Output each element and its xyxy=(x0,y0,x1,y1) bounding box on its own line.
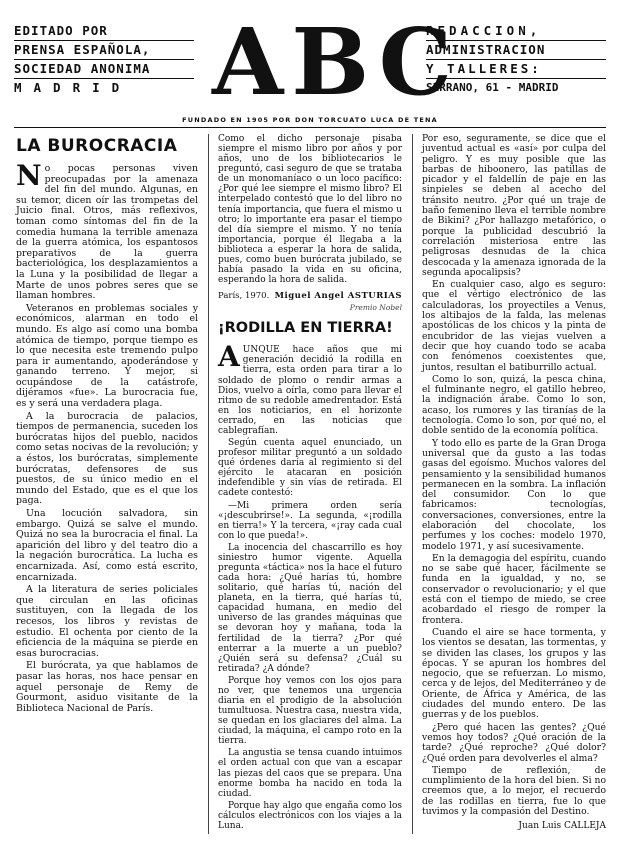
article-paragraph: Veteranos en problemas sociales y económicos, alarman en todo el mundo. Es algo así como una bomba atómica de tiempo, porque tiempo es lo que necesita este tremendo pulpo para ir aumentando, apoderándose y ganando terreno. Y mejor, si ocupándose de la catástrofe, dijéramos «fue». La burocracia fue, es y será una verdadera plaga. xyxy=(16,302,198,410)
article-paragraph: Tiempo de reflexión, de cumplimiento de la hora del bien. Si no creemos que, a lo mejor, el recuerdo de las rodillas en tierra, fue lo que tuvimos y la compasión del Destino. xyxy=(422,764,606,817)
article-paragraph: La angustia se tensa cuando intuimos el orden actual con que van a escapar las piezas del caos que se prepara. Una enorme bomba ha nacido en toda la ciudad. xyxy=(218,748,402,799)
masthead-right-line: Y TALLERES: xyxy=(426,60,606,79)
masthead-address-block xyxy=(426,22,606,97)
author-signature: Miguel Angel ASTURIAS xyxy=(274,291,402,302)
author-signature: Juan Luis CALLEJA xyxy=(518,821,606,832)
article-paragraph: A la literatura de series policiales que circulan en las oficinas sustituyen, con la llegada de los recesos, los libros y revistas de estudio. El ochenta por ciento de la eficiencia de la máquina se pierde en esas burocracias. xyxy=(16,584,198,659)
article-paragraph: El burócrata, ya que hablamos de pasar las horas, nos hace pensar en aquel personaje de Remy de Gourmont, asiduo visitante de la Biblioteca Nacional de París. xyxy=(16,660,198,714)
drop-cap: N xyxy=(16,159,42,192)
article-paragraph: Cuando el aire se hace tormenta, y los vientos se desatan, las tormentas, y se dividen las clases, los grupos y las épocas. Y se apuran los hombres del negocio, que se refuerzan. Lo mismo, cerca y de lejos, del Mediterráneo y de Oriente, de África y América, de las ciudades del mundo entero. De las guerras y de los pueblos. xyxy=(422,626,606,721)
masthead-right-line: ADMINISTRACION xyxy=(426,41,606,60)
masthead xyxy=(14,8,606,116)
article-paragraph: Porque hoy vemos con los ojos para no ver, que tenemos una urgencia diaria en el prodigio de la absolución tumultuosa. Nuestra casa, nuestra vida, se quedan en los glaciares del alma. La ciudad, la máquina, el campo roto en la tierra. xyxy=(218,675,402,747)
header-rule xyxy=(14,127,606,128)
paragraph-text: UNQUE hace años que mi generación decidió la rodilla en tierra, esta orden para tirar a lo soldado de plomo o rendir armas a Dios, vuelvo a oírla, como para llevar el ritmo de su redoble amedrentador. Está en los noticiarios, en el horizonte cerrado, en las noticias que cablegrafían. xyxy=(218,345,402,436)
article-paragraph: Por eso, seguramente, se dice que el juventud actual es «así» por culpa del peligro. Y es muy posible que las barbas de hiboonero, las patillas de picador y el faldellín de paje en las sinpieles se deben al acecho del tránsito neutro. ¿Por qué un traje de baño femenino lleva el terrible nombre de Bikini? ¿Por hallazgo metafórico, o porque la publicidad descubrió la correlación misteriosa entre las peligrosas desnudas de la chica descocada y la amenaza ignorada de la segunda apocalipsis? xyxy=(422,133,606,278)
column-divider xyxy=(208,134,209,834)
article-paragraph: ¿Pero qué hacen las gentes? ¿Qué vemos hoy todos? ¿Qué oración de la tarde? ¿Qué reproche? ¿Qué dolor? ¿Qué orden para devolverles el alma? xyxy=(422,721,606,764)
author-credential: Premio Nobel xyxy=(349,303,402,313)
article-paragraph xyxy=(16,159,198,302)
article-paragraph: A la burocracia de palacios, tiempos de permanencia, suceden los burócratas hijos del pueblo, nacidos como setas nocivas de la revolución; y a éstos, los burócratas, simplemente burócratas, defensores de sus puestos, de su único medio en el mundo del Estado, que es el que los paga. xyxy=(16,410,198,507)
article-paragraph: —Mi primera orden sería «¡descubrirse!». La segunda, «¡rodilla en tierra!» Y la tercera, «¡ray cada cual con lo que pueda!». xyxy=(218,500,402,541)
masthead-left-line: MADRID xyxy=(14,80,132,95)
column-1 xyxy=(16,134,198,716)
masthead-publisher-block xyxy=(14,22,194,97)
article-paragraph: Una locución salvadora, sin embargo. Quizá se salve el mundo. Quizá no sea la burocracia el final. La aparición del libro y del teatro dio a la negación burocrática. La lucha es encarnizada. Así, como está escrito, encarnizada. xyxy=(16,508,198,583)
article-title: ¡RODILLA EN TIERRA! xyxy=(218,320,393,337)
signature-line xyxy=(218,291,402,301)
article-paragraph xyxy=(218,340,402,436)
place-date: París, 1970. xyxy=(218,291,270,302)
masthead-left-line: PRENSA ESPAÑOLA, xyxy=(14,41,194,60)
article-paragraph: Porque hay algo que engaña como los cálculos electrónicos con los viajes a la Luna. xyxy=(218,800,402,831)
masthead-left-line: EDITADO POR xyxy=(14,22,194,41)
masthead-right-line: SERRANO, 61 - MADRID xyxy=(426,81,559,94)
article-paragraph: Según cuenta aquel enunciado, un profesor militar preguntó a un soldado qué órdenes daría al regimiento si del ejército le atacaran en posición indefendible y sin vías de retirada. El cadete contestó: xyxy=(218,438,402,499)
newspaper-logo: ABC xyxy=(211,8,461,116)
article-paragraph: Y todo ello es parte de la Gran Droga universal que da gusto a las todas gasas del egoísmo. Muchos valores del pensamiento y la sensibilidad humanos permanecen en la sombra. La inflación del consumidor. Con lo que fabricamos: tecnologías, conversaciones, conversiones, entre la elaboración del chocolate, los perfumes y los coches: modelo 1970, modelo 1971, y así sucesivamente. xyxy=(422,437,606,552)
masthead-left-line: SOCIEDAD ANONIMA xyxy=(14,60,194,79)
column-3 xyxy=(422,134,606,832)
article-paragraph: Como lo son, quizá, la pesca china, el fulminante negro, el gatillo hebreo, la indignación árabe. Como lo son, acaso, los rumores y las tiranías de la tecnología. Como lo son, por qué no, el doble sentido de la economía política. xyxy=(422,373,606,437)
column-2 xyxy=(218,134,402,833)
article-paragraph: Como el dicho personaje pisaba siempre el mismo libro por años y por años, uno de los bibliotecarios le preguntó, casi seguro de que se trataba de un monomaníaco o un loco pacífico: ¿Por qué lee siempre el mismo libro? El interpelado contestó que lo del libro no tenía importancia, que fuera el mismo u otro; lo importante era pasar el tiempo del día siempre el mismo. Y no tenía importancia, porque él llegaba a la biblioteca a esperar la hora de salida, pues, como buen burócrata jubilado, se había pasado la vida en su oficina, esperando la hora de salida. xyxy=(218,134,402,286)
article-title: LA BUROCRACIA xyxy=(16,136,178,156)
article-paragraph: En la demagogia del espíritu, cuando no se sabe qué hacer, fácilmente se funda en la igualdad, y no, se conservador o revolucionario; y el que está con el tiempo de miedo, se cree acobardado el riesgo de romper la frontera. xyxy=(422,552,606,626)
article-paragraph: La inocencia del chascarrillo es hoy siniestro humor vigente. Aquella pregunta «táctica» nos la hace el futuro cada hora: ¿Qué harías tú, hombre solitario, qué harías tú, nación del planeta, en la tierra, qué harías tú, capacidad humana, en medio del universo de las grandes máquinas que se devoran hoy y mañana, toda la fertilidad de la tierra? ¿Por qué enterrar a la muerte a un pueblo? ¿Quién será su defensa? ¿Cuál su retirada? ¿A dónde? xyxy=(218,542,402,674)
article-paragraph: En cualquier caso, algo es seguro: que el vértigo electrónico de las calculadoras, los proyectiles a Venus, los altibajos de la falda, las melenas apostólicas de los chicos y la pinta de encubridor de las viejas vuelven a decir que hoy cuando todo se acaba con fenómenos coexistentes que, juntos, resultan el batiburrillo actual. xyxy=(422,279,606,373)
column-divider xyxy=(412,134,413,834)
paragraph-text: o pocas personas viven preocupadas por la amenaza del fin del mundo. Algunas, en su temor, dicen oír las trompetas del Juicio final. Otros, más reflexivos, toman como síntomas del fin de la comedia humana la terrible amenaza de la guerra atómica, los espantosos preparativos de la guerra bacteriológica, los desplazamientos a la Luna y la posibilidad de llegar a Marte de unos pobres seres que se llaman hombres. xyxy=(16,163,198,302)
founded-line: FUNDADO EN 1905 POR DON TORCUATO LUCA DE TENA xyxy=(182,116,438,124)
drop-cap: A xyxy=(218,340,240,374)
masthead-right-line: REDACCION, xyxy=(426,22,606,41)
